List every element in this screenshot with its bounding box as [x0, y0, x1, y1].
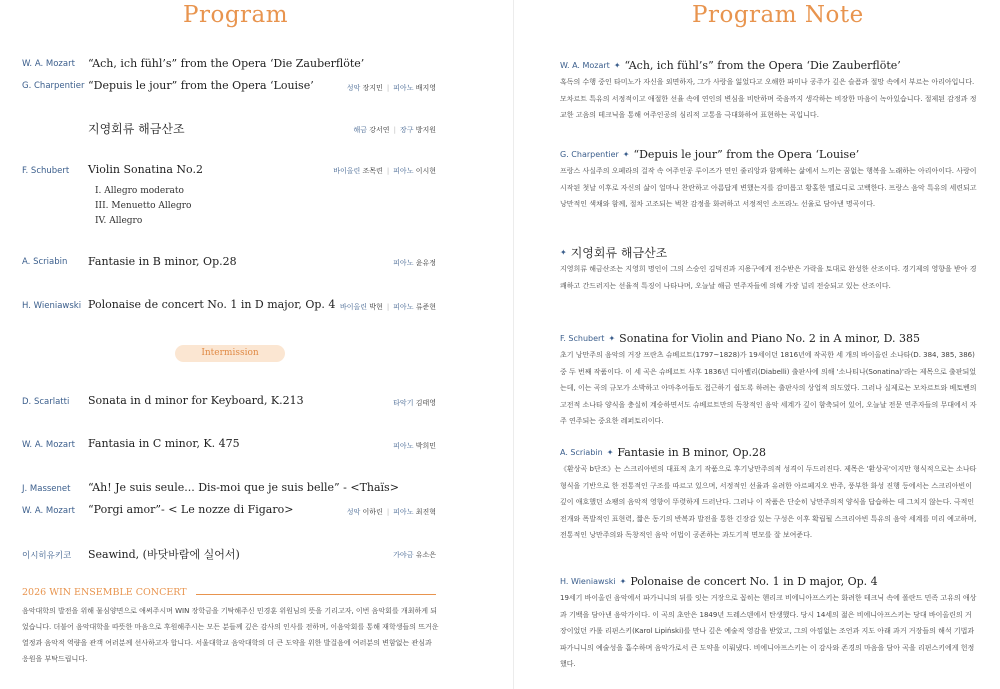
program-note-5	[560, 442, 978, 544]
work-title: Sonatina for Violin and Piano No. 2 in A minor, D. 385	[619, 332, 921, 345]
work-title: “Depuis le jour” from the Opera ‘Louise’	[633, 148, 860, 161]
composer: F. Schubert	[22, 166, 70, 176]
composer: 이시히유키코	[22, 551, 72, 561]
performer-credits: 피아노 윤유정	[393, 259, 436, 267]
performer-credits: 바이올린 박현 | 피아노 류준현	[339, 303, 436, 311]
note-heading	[560, 442, 978, 458]
movement: III. Menuetto Allegro	[95, 201, 192, 211]
note-heading	[560, 571, 978, 587]
star-icon: ✦	[606, 448, 614, 457]
composer: A. Scriabin	[22, 257, 68, 267]
star-icon: ✦	[622, 150, 630, 159]
work-title: Seawind, (바닷바람에 실어서)	[88, 548, 240, 561]
program-note-4	[560, 328, 978, 430]
performer-credits: 타악기 김태영	[393, 399, 436, 407]
performer-credits: 바이올린 조목련 | 피아노 이시현	[333, 167, 436, 175]
note-body: 초기 낭만주의 음악의 거장 프란츠 슈베르트(1797~1828)가 19세이던 1816년에 작곡한 세 개의 바이올린 소나타(D. 384, 385, 386) 중 두 번째 작품이다. 이 세 곡은 슈베르트 사후 1836년 디아벨리(Diabelli) 출판사에 의해 '소나티나(Sonatina)'라는 제목으로 출판되었는데, 이는 곡의 규모가 소박하고 아마추어들도 접근하기 쉽도록 하려는 출판사의 상업적 의도였다. 그러나 실제로는 모차르트와 베토벤의 고전적 소나타 양식을 충실히 계승하면서도 슈베르트만의 독창적인 음악 세계가 깊이 함축되어 있어, 오늘날 전문 연주자들의 무대에서 자주 연주되는 중요한 레퍼토리이다.	[560, 351, 977, 425]
composer: A. Scriabin	[560, 448, 603, 457]
composer: W. A. Mozart	[560, 61, 610, 70]
work-title: Polonaise de concert No. 1 in D major, Op. 4	[88, 298, 336, 311]
work-title: 지영회류 해금산조	[88, 122, 185, 136]
composer: G. Charpentier	[560, 150, 619, 159]
note-body: 《환상곡 b단조》는 스크리아빈의 대표적 초기 작품으로 후기낭만주의적 성격이 두드러진다. 제목은 '환상곡'이지만 형식적으로는 소나타 형식을 기반으로 한 전통적인 구조를 따르고 있으며, 서정적인 선율과 유려한 아르페지오 반주, 풍부한 화성 진행 등에서는 스크리아빈이 깊이 애호했던 쇼팽의 음악적 영향이 뚜렷하게 드러난다. 그러나 이 작품은 단순히 낭만주의적 양식을 답습하는 데 그치지 않는다. 극적인 전개와 폭발적인 표현력, 짧은 동기의 반복과 발전을 통한 긴장감 있는 구성은 이후 확립될 스크리아빈 특유의 음악 세계를 미리 예고하며, 전통적인 낭만주의와 독창적인 음악 어법이 공존하는 과도기적 면모를 잘 보여준다.	[560, 465, 977, 539]
composer: H. Wieniawski	[22, 301, 82, 311]
work-title: 지영회류 해금산조	[570, 246, 668, 260]
composer: W. A. Mozart	[22, 506, 75, 516]
work-title: “Porgi amor”- < Le nozze di Figaro>	[88, 503, 294, 516]
program-note-title: Program Note	[692, 2, 864, 28]
performer-credits: 성악 이하린 | 피아노 최진혁	[346, 508, 436, 516]
note-heading	[560, 55, 978, 71]
note-body: 지영희류 해금산조는 지영희 명인이 그의 스승인 김덕진과 지용구에게 전수받은 가락을 토대로 완성한 산조이다. 경기제의 영향을 받아 경쾌하고 간드러지는 선율적 특징이 나타나며, 오늘날 해금 연주자들에 의해 가장 널리 전승되고 있는 산조이다.	[560, 265, 977, 290]
page-divider	[513, 0, 514, 689]
star-icon: ✦	[608, 334, 616, 343]
composer: D. Scarlatti	[22, 397, 70, 407]
performer-credits: 해금 강서연 | 장구 방지원	[353, 126, 436, 134]
composer: W. A. Mozart	[22, 59, 75, 69]
performer-credits: 성악 장지민 | 피아노 배지영	[346, 84, 436, 92]
work-title: “Depuis le jour” from the Opera ‘Louise’	[88, 79, 314, 92]
movement: I. Allegro moderato	[95, 186, 184, 196]
work-title: Violin Sonatina No.2	[88, 163, 203, 176]
composer: W. A. Mozart	[22, 440, 75, 450]
work-title: “Ah! Je suis seule... Dis-moi que je suis belle” - <Thaïs>	[88, 481, 399, 494]
star-icon: ✦	[619, 577, 627, 586]
star-icon: ✦	[613, 61, 621, 70]
ensemble-concert-description: 음악대학의 발전을 위해 물심양면으로 애써주시며 WIN 장학금을 기탁해주신 민경훈 위원님의 뜻을 기리고자, 이번 음악회를 개최하게 되었습니다. 더불어 음악대학을 따뜻한 마음으로 후원해주시는 모든 분들께 깊은 감사의 인사를 전하며, 이음악회를 통해 재학생들의 뜨거운 열정과 음악적 역량을 관객 여러분께 선사하고자 합니다. 서울대학교 음악대학의 더 큰 도약을 위한 발걸음에 여러분의 변함없는 관심과 응원을 부탁드립니다.	[22, 607, 439, 663]
program-note-6	[560, 571, 978, 673]
performer-credits: 가야금 유소은	[393, 551, 436, 559]
work-title: Fantasie in B minor, Op.28	[617, 446, 766, 459]
movement: IV. Allegro	[95, 216, 143, 226]
note-body: 프랑스 사실주의 오페라의 걸작 속 여주인공 루이즈가 연인 줄리앙과 함께하는 삶에서 느끼는 꿈없는 행복을 노래하는 아리아이다. 사랑이 시작된 첫날 이후로 자신의 삶이 얼마나 찬란하고 아름답게 변했는지를 감미롭고 황홀한 멜로디로 고백한다. 프랑스 음악 특유의 세련되고 낭만적인 색채와 함께, 절차 고조되는 벅찬 감정을 화려하고 서정적인 소프라노 선율로 담아낸 명곡이다.	[560, 167, 977, 208]
program-note-page	[540, 0, 995, 689]
work-title: Fantasie in B minor, Op.28	[88, 255, 237, 268]
work-title: Fantasia in C minor, K. 475	[88, 437, 240, 450]
work-title: Polonaise de concert No. 1 in D major, Op. 4	[630, 575, 878, 588]
program-note-1	[560, 55, 978, 124]
intermission-badge: Intermission	[175, 345, 285, 362]
composer: H. Wieniawski	[560, 577, 616, 586]
ensemble-title-rule	[196, 594, 436, 595]
work-title: “Ach, ich fühl’s” from the Opera ‘Die Zauberflöte’	[88, 57, 365, 70]
note-body: 혹독의 수행 중인 타미노가 자신을 외면하자, 그가 사랑을 잃었다고 오해한 파미나 공주가 깊은 슬픔과 절망 속에서 부르는 아리아입니다. 모차르트 특유의 서정적이고 애절한 선율 속에 연인의 변심을 비탄하며 죽음까지 생각하는 비장한 마음이 녹아있습니다. 절제된 감정과 정교한 고음의 테크닉을 통해 여주인공의 심리적 고통을 극대화하여 표현하는 곡입니다.	[560, 78, 977, 119]
note-heading	[560, 328, 978, 344]
work-title: Sonata in d minor for Keyboard, K.213	[88, 394, 304, 407]
ensemble-concert-title: 2026 WIN ENSEMBLE CONCERT	[22, 587, 187, 598]
movement-list	[95, 184, 191, 229]
star-icon: ✦	[560, 248, 567, 257]
program-note-2	[560, 144, 978, 213]
composer: J. Massenet	[22, 484, 71, 494]
program-title: Program	[183, 2, 289, 28]
note-heading	[560, 144, 978, 160]
work-title: “Ach, ich fühl’s” from the Opera ‘Die Zauberflöte’	[624, 59, 901, 72]
composer: G. Charpentier	[22, 81, 85, 91]
note-body: 19세기 바이올린 음악에서 파가니니의 뒤를 잇는 거장으로 꼽히는 헨리크 비에니아프스키는 화려한 테크닉 속에 폴란드 민족 고유의 애상과 기백을 담아낸 음악가이다. 이 곡의 초안은 1849년 드레스덴에서 탄생했다. 당시 14세의 젊은 비에니아프스키는 당대 바이올린의 거장이었던 카롤 리핀스키(Karol Lipiński)를 만나 깊은 예술적 영감을 받았고, 그의 아낌없는 조언과 지도 아래 과거 거장들의 해석 기법과 파가니니의 예술성을 흡수하며 음악가로서 큰 도약을 이뤄냈다. 비에니아프스키는 이 감사와 존경의 마음을 담아 곡을 리핀스키에게 헌정했다.	[560, 594, 977, 668]
program-note-3	[560, 242, 978, 294]
performer-credits: 피아노 박희민	[393, 442, 436, 450]
note-heading	[560, 242, 978, 258]
composer: F. Schubert	[560, 334, 605, 343]
